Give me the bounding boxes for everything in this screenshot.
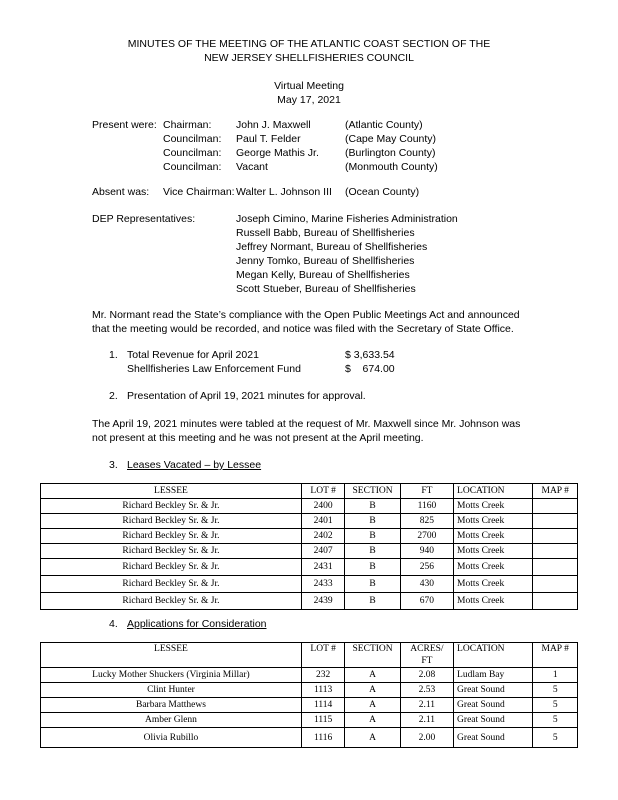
section-cell: B: [345, 544, 400, 559]
leases-vacated-table: [40, 483, 578, 610]
dep-rep: Jenny Tomko, Bureau of Shellfisheries: [236, 255, 415, 267]
absent-name: Walter L. Johnson III: [236, 186, 332, 198]
map-cell: [533, 499, 578, 514]
item-2-text: Presentation of April 19, 2021 minutes for approval.: [127, 390, 366, 402]
lot-cell: 1116: [301, 728, 344, 748]
present-county: (Monmouth County): [345, 161, 438, 173]
map-cell: 5: [533, 683, 578, 698]
enforcement-fund-label: Shellfisheries Law Enforcement Fund: [127, 363, 301, 375]
present-county: (Cape May County): [345, 133, 437, 145]
location-cell: Motts Creek: [454, 514, 533, 529]
tabled-line-1: The April 19, 2021 minutes were tabled at the request of Mr. Maxwell since Mr. Johnson was: [92, 418, 521, 430]
present-role: Councilman:: [163, 133, 222, 145]
section-cell: B: [345, 514, 400, 529]
col-header: MAP #: [533, 484, 578, 499]
map-cell: 5: [533, 698, 578, 713]
tabled-line-2: not present at this meeting and he was not present at the April meeting.: [92, 432, 424, 444]
col-header: LOCATION: [454, 643, 533, 668]
col-header: SECTION: [345, 643, 400, 668]
lessee-cell: Olivia Rubillo: [41, 728, 302, 748]
lessee-cell: Richard Beckley Sr. & Jr.: [41, 593, 302, 610]
lot-cell: 2400: [301, 499, 344, 514]
table-header-row: [41, 643, 578, 668]
lot-cell: 2433: [301, 576, 344, 593]
table-row: [41, 668, 578, 683]
dep-rep: Jeffrey Normant, Bureau of Shellfisheries: [236, 241, 428, 253]
map-cell: 1: [533, 668, 578, 683]
acres-cell: 2.11: [400, 698, 453, 713]
table-row: [41, 559, 578, 576]
revenue-label: Total Revenue for April 2021: [127, 349, 259, 361]
present-role: Councilman:: [163, 147, 222, 159]
ft-cell: 1160: [400, 499, 453, 514]
present-label: Present were:: [92, 119, 157, 131]
present-role: Councilman:: [163, 161, 222, 173]
table-row: [41, 576, 578, 593]
compliance-line-1: Mr. Normant read the State’s compliance with the Open Public Meetings Act and announced: [92, 309, 520, 321]
lot-cell: 232: [301, 668, 344, 683]
meeting-date: May 17, 2021: [277, 94, 341, 106]
location-cell: Great Sound: [454, 698, 533, 713]
section-cell: A: [345, 668, 400, 683]
lot-cell: 2407: [301, 544, 344, 559]
location-cell: Great Sound: [454, 683, 533, 698]
table-row: [41, 529, 578, 544]
dep-rep: Joseph Cimino, Marine Fisheries Administration: [236, 213, 458, 225]
section-cell: A: [345, 713, 400, 728]
absent-county: (Ocean County): [345, 186, 420, 198]
lessee-cell: Clint Hunter: [41, 683, 302, 698]
lot-cell: 1114: [301, 698, 344, 713]
present-county: (Burlington County): [345, 147, 436, 159]
lot-cell: 2431: [301, 559, 344, 576]
section-cell: B: [345, 559, 400, 576]
present-name: Paul T. Felder: [236, 133, 301, 145]
map-cell: [533, 544, 578, 559]
ft-cell: 825: [400, 514, 453, 529]
section-cell: A: [345, 728, 400, 748]
location-cell: Great Sound: [454, 728, 533, 748]
section-cell: A: [345, 683, 400, 698]
item-4-number: 4.: [109, 618, 118, 630]
lessee-cell: Richard Beckley Sr. & Jr.: [41, 544, 302, 559]
table-row: [41, 713, 578, 728]
title-line-2: NEW JERSEY SHELLFISHERIES COUNCIL: [204, 52, 414, 64]
table-row: [41, 544, 578, 559]
location-cell: Ludlam Bay: [454, 668, 533, 683]
item-2-number: 2.: [109, 390, 118, 402]
col-header: LESSEE: [41, 484, 302, 499]
ft-cell: 256: [400, 559, 453, 576]
location-cell: Motts Creek: [454, 559, 533, 576]
section-cell: A: [345, 698, 400, 713]
ft-cell: 670: [400, 593, 453, 610]
dep-rep: Russell Babb, Bureau of Shellfisheries: [236, 227, 415, 239]
item-3-number: 3.: [109, 459, 118, 471]
table-row: [41, 593, 578, 610]
col-header: FT: [400, 484, 453, 499]
map-cell: 5: [533, 713, 578, 728]
present-county: (Atlantic County): [345, 119, 423, 131]
present-role: Chairman:: [163, 119, 212, 131]
lessee-cell: Amber Glenn: [41, 713, 302, 728]
col-header: ACRES/ FT: [400, 643, 453, 668]
location-cell: Great Sound: [454, 713, 533, 728]
lessee-cell: Richard Beckley Sr. & Jr.: [41, 576, 302, 593]
applications-heading: Applications for Consideration: [127, 618, 267, 630]
col-header: LOT #: [301, 484, 344, 499]
map-cell: 5: [533, 728, 578, 748]
location-cell: Motts Creek: [454, 529, 533, 544]
present-name: Vacant: [236, 161, 268, 173]
location-cell: Motts Creek: [454, 499, 533, 514]
absent-label: Absent was:: [92, 186, 150, 198]
table-row: [41, 698, 578, 713]
lessee-cell: Richard Beckley Sr. & Jr.: [41, 514, 302, 529]
table-row: [41, 499, 578, 514]
present-name: John J. Maxwell: [236, 119, 311, 131]
lot-cell: 2439: [301, 593, 344, 610]
section-cell: B: [345, 499, 400, 514]
acres-cell: 2.08: [400, 668, 453, 683]
map-cell: [533, 593, 578, 610]
lot-cell: 1115: [301, 713, 344, 728]
map-cell: [533, 559, 578, 576]
revenue-value: $ 3,633.54: [345, 349, 395, 361]
lot-cell: 2402: [301, 529, 344, 544]
col-header: LOT #: [301, 643, 344, 668]
ft-cell: 430: [400, 576, 453, 593]
table-row: [41, 728, 578, 748]
col-header: LESSEE: [41, 643, 302, 668]
meeting-type: Virtual Meeting: [274, 80, 344, 92]
ft-cell: 2700: [400, 529, 453, 544]
lot-cell: 1113: [301, 683, 344, 698]
col-header: MAP #: [533, 643, 578, 668]
map-cell: [533, 529, 578, 544]
section-cell: B: [345, 576, 400, 593]
compliance-line-2: that the meeting would be recorded, and notice was filed with the Secretary of State Office.: [92, 323, 514, 335]
leases-vacated-heading: Leases Vacated – by Lessee: [127, 459, 262, 471]
section-cell: B: [345, 529, 400, 544]
dep-label: DEP Representatives:: [92, 213, 196, 225]
dep-rep: Megan Kelly, Bureau of Shellfisheries: [236, 269, 410, 281]
item-1-number: 1.: [109, 349, 118, 361]
present-name: George Mathis Jr.: [236, 147, 319, 159]
section-cell: B: [345, 593, 400, 610]
col-header: LOCATION: [454, 484, 533, 499]
lessee-cell: Richard Beckley Sr. & Jr.: [41, 529, 302, 544]
lessee-cell: Barbara Matthews: [41, 698, 302, 713]
acres-cell: 2.00: [400, 728, 453, 748]
table-row: [41, 683, 578, 698]
lessee-cell: Richard Beckley Sr. & Jr.: [41, 559, 302, 576]
map-cell: [533, 514, 578, 529]
acres-cell: 2.53: [400, 683, 453, 698]
ft-cell: 940: [400, 544, 453, 559]
title-line-1: MINUTES OF THE MEETING OF THE ATLANTIC COAST SECTION OF THE: [127, 38, 491, 50]
enforcement-fund-value: $ 674.00: [345, 363, 395, 375]
col-header: SECTION: [345, 484, 400, 499]
table-header-row: [41, 484, 578, 499]
lessee-cell: Lucky Mother Shuckers (Virginia Millar): [41, 668, 302, 683]
dep-rep: Scott Stueber, Bureau of Shellfisheries: [236, 283, 416, 295]
location-cell: Motts Creek: [454, 544, 533, 559]
lot-cell: 2401: [301, 514, 344, 529]
absent-role: Vice Chairman:: [163, 186, 235, 198]
acres-cell: 2.11: [400, 713, 453, 728]
location-cell: Motts Creek: [454, 593, 533, 610]
map-cell: [533, 576, 578, 593]
lessee-cell: Richard Beckley Sr. & Jr.: [41, 499, 302, 514]
table-row: [41, 514, 578, 529]
applications-table: [40, 642, 578, 748]
location-cell: Motts Creek: [454, 576, 533, 593]
